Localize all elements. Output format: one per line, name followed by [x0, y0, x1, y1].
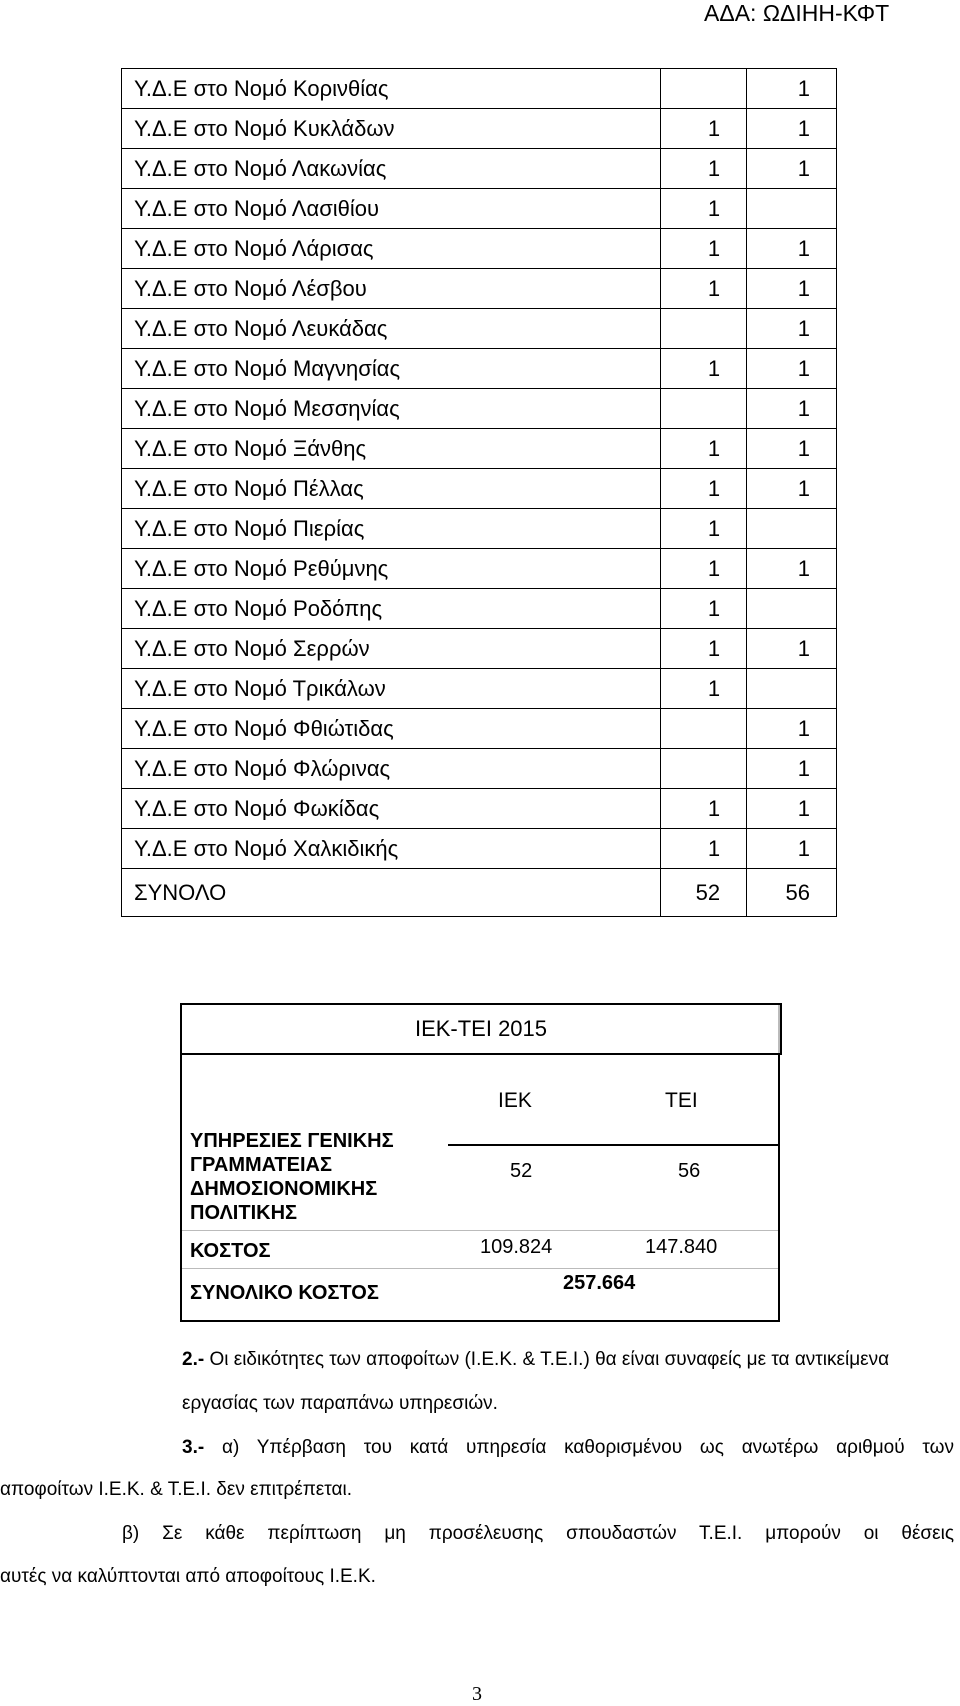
table-row [122, 669, 837, 709]
row-value-a: 1 [661, 429, 747, 469]
ada-code: ΑΔΑ: ΩΔΙΗΗ-ΚΦΤ [704, 0, 890, 26]
paragraph-2-text: Οι ειδικότητες των αποφοίτων (Ι.Ε.Κ. & Τ.Ε.Ι.) θα είναι συναφείς με τα αντικείμενα [204, 1349, 890, 1370]
row-value-b: 1 [747, 429, 837, 469]
cost-divider [182, 1230, 778, 1231]
row-label: Υ.Δ.Ε στο Νομό Πιερίας [122, 509, 661, 549]
row-value-b: 1 [747, 749, 837, 789]
paragraph-2-line-1 [182, 1346, 889, 1374]
total-row [122, 869, 837, 917]
service-line-4: ΠΟΛΙΤΙΚΗΣ [190, 1202, 298, 1224]
table-row [122, 309, 837, 349]
row-value-a: 1 [661, 549, 747, 589]
row-value-a: 1 [661, 149, 747, 189]
row-label: Υ.Δ.Ε στο Νομό Κορινθίας [122, 69, 661, 109]
total-cost-label: ΣΥΝΟΛΙΚΟ ΚΟΣΤΟΣ [190, 1282, 379, 1304]
row-label: Υ.Δ.Ε στο Νομό Ρεθύμνης [122, 549, 661, 589]
row-value-b: 1 [747, 389, 837, 429]
row-value-a: 1 [661, 229, 747, 269]
table-row [122, 589, 837, 629]
table-row [122, 709, 837, 749]
row-value-b: 1 [747, 149, 837, 189]
row-value-b [747, 189, 837, 229]
service-tei-value: 56 [678, 1160, 701, 1182]
table-row [122, 469, 837, 509]
paragraph-3-text: α) Υπέρβαση του κατά υπηρεσία καθορισμένου ως ανωτέρω αριθμού των [204, 1437, 954, 1458]
row-value-b: 1 [747, 69, 837, 109]
col-header-iek: ΙΕΚ [498, 1089, 532, 1112]
table-row [122, 629, 837, 669]
total-value-a: 52 [661, 869, 747, 917]
cost-label: ΚΟΣΤΟΣ [190, 1240, 271, 1262]
cost-iek-value: 109.824 [480, 1236, 553, 1258]
row-value-a [661, 309, 747, 349]
service-line-2: ΓΡΑΜΜΑΤΕΙΑΣ [190, 1154, 332, 1176]
table-row [122, 69, 837, 109]
row-label: Υ.Δ.Ε στο Νομό Φθιώτιδας [122, 709, 661, 749]
row-value-b: 1 [747, 109, 837, 149]
table-row [122, 429, 837, 469]
row-value-a: 1 [661, 829, 747, 869]
cost-tei-value: 147.840 [645, 1236, 718, 1258]
row-value-b: 1 [747, 549, 837, 589]
row-value-b [747, 589, 837, 629]
table-row [122, 349, 837, 389]
row-value-a: 1 [661, 109, 747, 149]
row-label: Υ.Δ.Ε στο Νομό Λασιθίου [122, 189, 661, 229]
service-line-1: ΥΠΗΡΕΣΙΕΣ ΓΕΝΙΚΗΣ [190, 1130, 394, 1152]
paragraph-3-line-2: αποφοίτων Ι.Ε.Κ. & Τ.Ε.Ι. δεν επιτρέπεται. [0, 1479, 352, 1500]
table-row [122, 229, 837, 269]
table-row [122, 509, 837, 549]
row-value-a: 1 [661, 629, 747, 669]
table-row [122, 149, 837, 189]
row-value-a [661, 709, 747, 749]
row-value-a [661, 69, 747, 109]
table-row [122, 549, 837, 589]
paragraph-2-line-2: εργασίας των παραπάνω υπηρεσιών. [182, 1393, 498, 1414]
row-value-b: 1 [747, 309, 837, 349]
row-value-a: 1 [661, 469, 747, 509]
row-value-b: 1 [747, 349, 837, 389]
table-row [122, 749, 837, 789]
row-value-b: 1 [747, 229, 837, 269]
total-label: ΣΥΝΟΛΟ [122, 869, 661, 917]
service-line-3: ΔΗΜΟΣΙΟΝΟΜΙΚΗΣ [190, 1178, 378, 1200]
paragraph-2-number: 2.- [182, 1349, 205, 1370]
row-value-b: 1 [747, 269, 837, 309]
row-label: Υ.Δ.Ε στο Νομό Χαλκιδικής [122, 829, 661, 869]
row-label: Υ.Δ.Ε στο Νομό Ξάνθης [122, 429, 661, 469]
row-value-b: 1 [747, 629, 837, 669]
row-value-a: 1 [661, 589, 747, 629]
row-value-a: 1 [661, 789, 747, 829]
iek-tei-title: ΙΕΚ-ΤΕΙ 2015 [180, 1003, 782, 1055]
table-row [122, 109, 837, 149]
service-iek-value: 52 [510, 1160, 533, 1182]
row-value-b: 1 [747, 829, 837, 869]
table-row [122, 389, 837, 429]
col-header-tei: ΤΕΙ [665, 1089, 698, 1112]
paragraph-4-line-2: αυτές να καλύπτονται από αποφοίτους Ι.Ε.Κ. [0, 1566, 376, 1587]
total-value-b: 56 [747, 869, 837, 917]
row-value-a: 1 [661, 269, 747, 309]
row-value-b: 1 [747, 789, 837, 829]
row-value-b: 1 [747, 469, 837, 509]
row-label: Υ.Δ.Ε στο Νομό Σερρών [122, 629, 661, 669]
row-value-b [747, 669, 837, 709]
row-value-a [661, 749, 747, 789]
table-row [122, 829, 837, 869]
row-label: Υ.Δ.Ε στο Νομό Κυκλάδων [122, 109, 661, 149]
table-row [122, 269, 837, 309]
allocation-table [121, 68, 837, 917]
row-label: Υ.Δ.Ε στο Νομό Πέλλας [122, 469, 661, 509]
row-value-b [747, 509, 837, 549]
row-label: Υ.Δ.Ε στο Νομό Λευκάδας [122, 309, 661, 349]
total-divider [182, 1268, 778, 1269]
row-value-a: 1 [661, 349, 747, 389]
row-value-a [661, 389, 747, 429]
paragraph-4-line-1: β) Σε κάθε περίπτωση μη προσέλευσης σπουδαστών Τ.Ε.Ι. μπορούν οι θέσεις [122, 1523, 954, 1544]
row-label: Υ.Δ.Ε στο Νομό Λέσβου [122, 269, 661, 309]
row-value-a: 1 [661, 509, 747, 549]
row-label: Υ.Δ.Ε στο Νομό Τρικάλων [122, 669, 661, 709]
row-label: Υ.Δ.Ε στο Νομό Φωκίδας [122, 789, 661, 829]
page-number: 3 [472, 1683, 482, 1705]
row-value-b: 1 [747, 709, 837, 749]
row-label: Υ.Δ.Ε στο Νομό Λάρισας [122, 229, 661, 269]
paragraph-3-line-1 [182, 1434, 954, 1462]
row-label: Υ.Δ.Ε στο Νομό Λακωνίας [122, 149, 661, 189]
row-value-a: 1 [661, 669, 747, 709]
row-label: Υ.Δ.Ε στο Νομό Μεσσηνίας [122, 389, 661, 429]
table-row [122, 789, 837, 829]
row-label: Υ.Δ.Ε στο Νομό Ροδόπης [122, 589, 661, 629]
table-shadow-line [778, 1005, 780, 1053]
paragraph-3-number: 3.- [182, 1437, 205, 1458]
total-cost-value: 257.664 [563, 1272, 636, 1294]
row-label: Υ.Δ.Ε στο Νομό Φλώρινας [122, 749, 661, 789]
row-value-a: 1 [661, 189, 747, 229]
table-row [122, 189, 837, 229]
row-label: Υ.Δ.Ε στο Νομό Μαγνησίας [122, 349, 661, 389]
